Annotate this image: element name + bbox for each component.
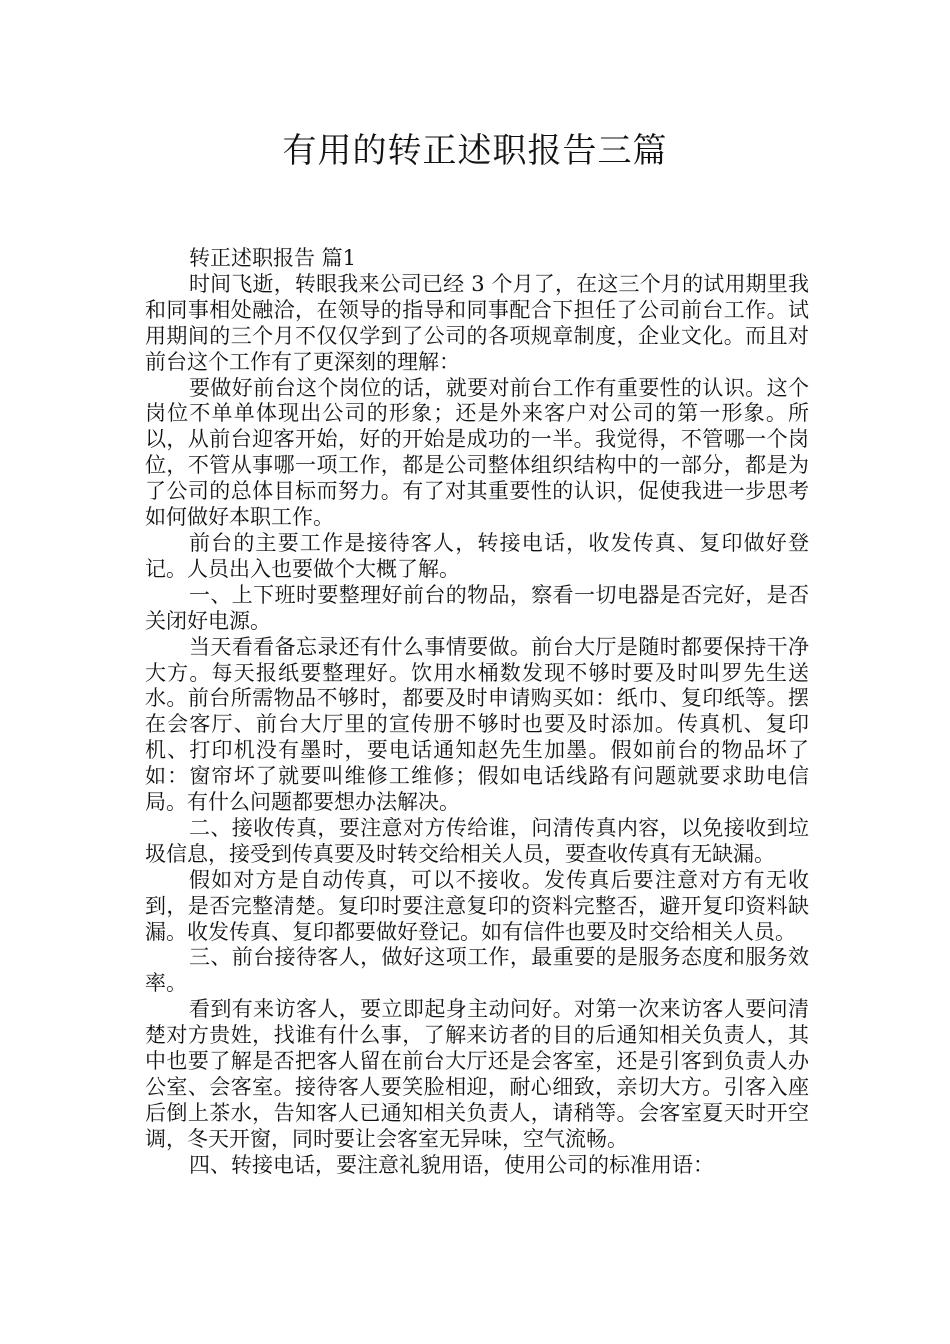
paragraph: 要做好前台这个岗位的话，就要对前台工作有重要性的认识。这个岗位不单单体现出公司的形象；还是外来客户对公司的第一形象。所以，从前台迎客开始，好的开始是成功的一半。我觉得，不管哪一个岗位，不管从事哪一项工作，都是公司整体组织结构中的一部分，都是为了公司的总体目标而努力。有了对其重要性的认识，促使我进一步思考如何做好本职工作。 bbox=[145, 375, 809, 530]
paragraph: 时间飞逝，转眼我来公司已经 3 个月了，在这三个月的试用期里我和同事相处融洽，在领导的指导和同事配合下担任了公司前台工作。试用期间的三个月不仅仅学到了公司的各项规章制度，企业文化。而且对前台这个工作有了更深刻的理解： bbox=[145, 271, 809, 374]
paragraph: 一、上下班时要整理好前台的物品，察看一切电器是否完好，是否关闭好电源。 bbox=[145, 582, 809, 633]
paragraph: 当天看看备忘录还有什么事情要做。前台大厅是随时都要保持干净大方。每天报纸要整理好。饮用水桶数发现不够时要及时叫罗先生送水。前台所需物品不够时，都要及时申请购买如：纸巾、复印纸等。摆在会客厅、前台大厅里的宣传册不够时也要及时添加。传真机、复印机、打印机没有墨时，要电话通知赵先生加墨。假如前台的物品坏了如：窗帘坏了就要叫维修工维修；假如电话线路有问题就要求助电信局。有什么问题都要想办法解决。 bbox=[145, 634, 809, 815]
paragraph: 三、前台接待客人，做好这项工作，最重要的是服务态度和服务效率。 bbox=[145, 945, 809, 996]
paragraph: 四、转接电话，要注意礼貌用语，使用公司的标准用语： bbox=[189, 1152, 714, 1177]
document-body bbox=[145, 246, 809, 1179]
paragraph: 看到有来访客人，要立即起身主动问好。对第一次来访客人要问清楚对方贵姓，找谁有什么事，了解来访者的目的后通知相关负责人，其中也要了解是否把客人留在前台大厅还是会客室，还是引客到负责人办公室、会客室。接待客人要笑脸相迎，耐心细致，亲切大方。引客入座后倒上茶水，告知客人已通知相关负责人，请稍等。会客室夏天时开空调，冬天开窗，同时要让会客室无异味，空气流畅。 bbox=[145, 997, 809, 1151]
document-title: 有用的转正述职报告三篇 bbox=[282, 131, 668, 171]
paragraph: 二、接收传真，要注意对方传给谁，问清传真内容，以免接收到垃圾信息，接受到传真要及时转交给相关人员，要查收传真有无缺漏。 bbox=[145, 815, 809, 866]
section-heading: 转正述职报告 篇1 bbox=[189, 246, 357, 270]
paragraph: 前台的主要工作是接待客人，转接电话，收发传真、复印做好登记。人员出入也要做个大概了解。 bbox=[145, 530, 809, 581]
paragraph: 假如对方是自动传真，可以不接收。发传真后要注意对方有无收到，是否完整清楚。复印时要注意复印的资料完整否，避开复印资料缺漏。收发传真、复印都要做好登记。如有信件也要及时交给相关人员。 bbox=[145, 867, 809, 944]
